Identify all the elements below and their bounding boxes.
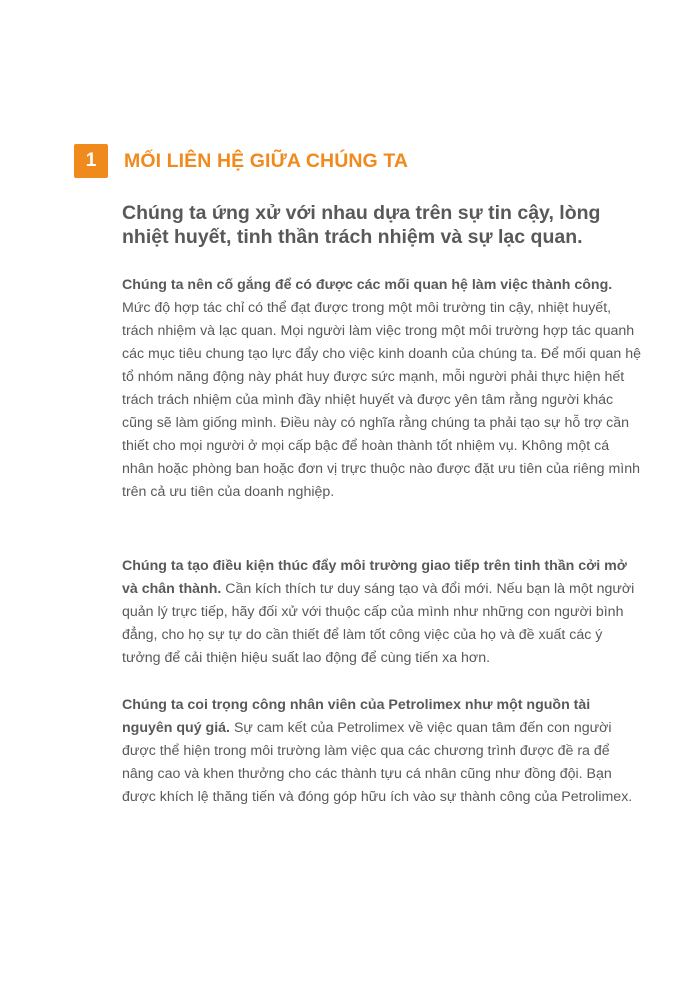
- section-title: MỐI LIÊN HỆ GIỮA CHÚNG TA: [124, 149, 409, 172]
- paragraph-working-relationships: [122, 274, 642, 504]
- paragraph-valued-employees: [122, 694, 642, 809]
- paragraph-open-communication: [122, 555, 642, 670]
- section-number-badge: 1: [74, 144, 108, 178]
- paragraph-lead-in: Chúng ta nên cố gắng để có được các mối quan hệ làm việc thành công.: [122, 277, 613, 293]
- lead-statement: Chúng ta ứng xử với nhau dựa trên sự tin cậy, lòng nhiệt huyết, tinh thần trách nhiệm và sự lạc quan.: [122, 202, 601, 248]
- paragraph-lead-in: Chúng ta tạo điều kiện thúc đẩy môi trường giao tiếp trên tinh thần cởi mở và chân thành.: [122, 558, 627, 597]
- paragraph-body: Sự cam kết của Petrolimex về việc quan tâm đến con người được thể hiện trong môi trường làm việc qua các chương trình được đề ra để nâng cao và khen thưởng cho các thành tựu cá nhân cũng như đồng đội. Bạn được khích lệ thăng tiến và đóng góp hữu ích vào sự thành công của Petrolimex.: [122, 720, 633, 805]
- paragraph-lead-in: Chúng ta coi trọng công nhân viên của Petrolimex như một nguồn tài nguyên quý giá.: [122, 697, 591, 736]
- section-header: [74, 144, 408, 178]
- paragraph-body: Mức độ hợp tác chỉ có thể đạt được trong một môi trường tin cậy, nhiệt huyết, trách nhiệm và lạc quan. Mọi người làm việc trong một môi trường hợp tác quanh các mục tiêu chung tạo lực đẩy cho việc kinh doanh của chúng ta. Để mối quan hệ tổ nhóm năng động này phát huy được sức mạnh, mỗi người phải thực hiện hết trách trách nhiệm của mình đầy nhiệt huyết và được yên tâm rằng người khác cũng sẽ làm giống mình. Điều này có nghĩa rằng chúng ta phải tạo sự hỗ trợ cần thiết cho mọi người ở mọi cấp bậc để hoàn thành tốt nhiệm vụ. Không một cá nhân hoặc phòng ban hoặc đơn vị trực thuộc nào được đặt ưu tiên của riêng mình trên cả ưu tiên của doanh nghiệp.: [122, 300, 641, 500]
- paragraph-body: Cần kích thích tư duy sáng tạo và đổi mới. Nếu bạn là một người quản lý trực tiếp, hãy đối xử với thuộc cấp của mình như những con người bình đẳng, cho họ sự tự do cần thiết để làm tốt công việc của họ và đề xuất các ý tưởng để cải thiện hiệu suất lao động để cùng tiến xa hơn.: [122, 581, 635, 666]
